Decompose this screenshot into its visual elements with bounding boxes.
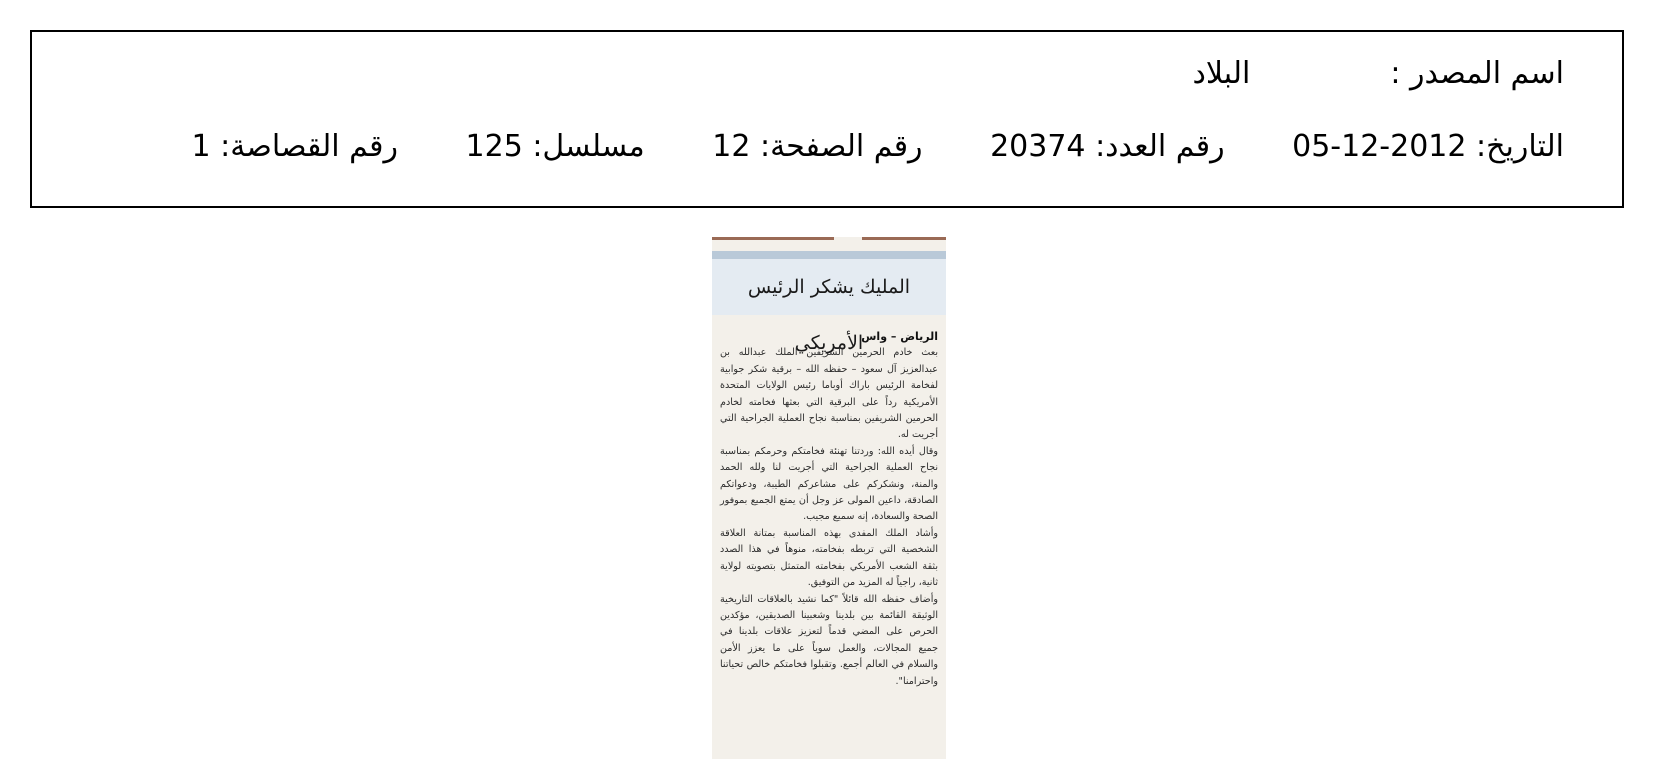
clip-label: رقم القصاصة:: [220, 129, 398, 164]
page-label: رقم الصفحة:: [759, 129, 923, 164]
article-paragraph: وقال أيده الله: وردتنا تهنئة فخامتكم وحرمكم بمناسبة نجاح العملية الجراحية التي أجريت لنا ولله الحمد والمنة، ونشكركم على مشاعركم الطيبة، ودعواتكم الصادقة، داعين المولى عز وجل أن يمتع الجميع بموفور الصحة والسعادة، إنه سميع مجيب.: [720, 445, 938, 523]
clipping-color-band: [712, 251, 946, 259]
clipping-top-gap: [834, 237, 862, 240]
article-paragraph: بعث خادم الحرمين الشريفين الملك عبدالله بن عبدالعزيز آل سعود – حفظه الله – برقية شكر جوابية لفخامة الرئيس باراك أوباما رئيس الولايات المتحدة الأمريكية رداً على البرقية التي بعثها فخامته لخادم الحرمين الشريفين بمناسبة نجاح العملية الجراحية التي أجريت له.: [720, 347, 938, 441]
clip-field: [192, 127, 398, 167]
serial-label: مسلسل:: [532, 129, 645, 164]
clipping-top-rule: [712, 237, 946, 240]
clip-value: 1: [191, 129, 211, 164]
issue-label: رقم العدد:: [1095, 129, 1225, 164]
article-dateline: الرياض – واس: [861, 330, 938, 343]
issue-field: [990, 127, 1224, 167]
source-value: البلاد: [1192, 56, 1251, 91]
issue-value: 20374: [990, 129, 1086, 164]
page-field: [712, 127, 922, 167]
newspaper-clipping: [712, 237, 946, 759]
date-field: [1292, 127, 1564, 167]
details-row: [192, 127, 1564, 167]
page-value: 12: [712, 129, 751, 164]
date-label: التاريخ:: [1476, 129, 1564, 164]
serial-field: [466, 127, 645, 167]
article-paragraph: وأضاف حفظه الله قائلاً "كما نشيد بالعلاقات التاريخية الوثيقة القائمة بين بلدينا وشعبينا الصديقين، مؤكدين الحرص على المضي قدماً لتعزيز علاقات بلدينا في جميع المجالات، والعمل سوياً على ما يعزز الأمن والسلام في العالم أجمع. وتقبلوا فخامتكم خالص تحياتنا واحترامنا".: [720, 593, 938, 687]
date-value: 05-12-2012: [1292, 129, 1467, 164]
article-body: [720, 329, 938, 690]
article-paragraph: وأشاد الملك المفدى بهذه المناسبة بمتانة العلاقة الشخصية التي تربطه بفخامته، منوهاً في هذا الصدد بثقة الشعب الأمريكي بفخامته المتمثل بتصويته لولاية ثانية، راجياً له المزيد من التوفيق.: [720, 527, 938, 589]
metadata-box: [30, 30, 1624, 208]
source-row: [1193, 54, 1564, 94]
serial-value: 125: [465, 129, 523, 164]
article-headline: المليك يشكر الرئيس الأمريكي: [712, 259, 946, 315]
source-label: اسم المصدر :: [1390, 56, 1564, 91]
